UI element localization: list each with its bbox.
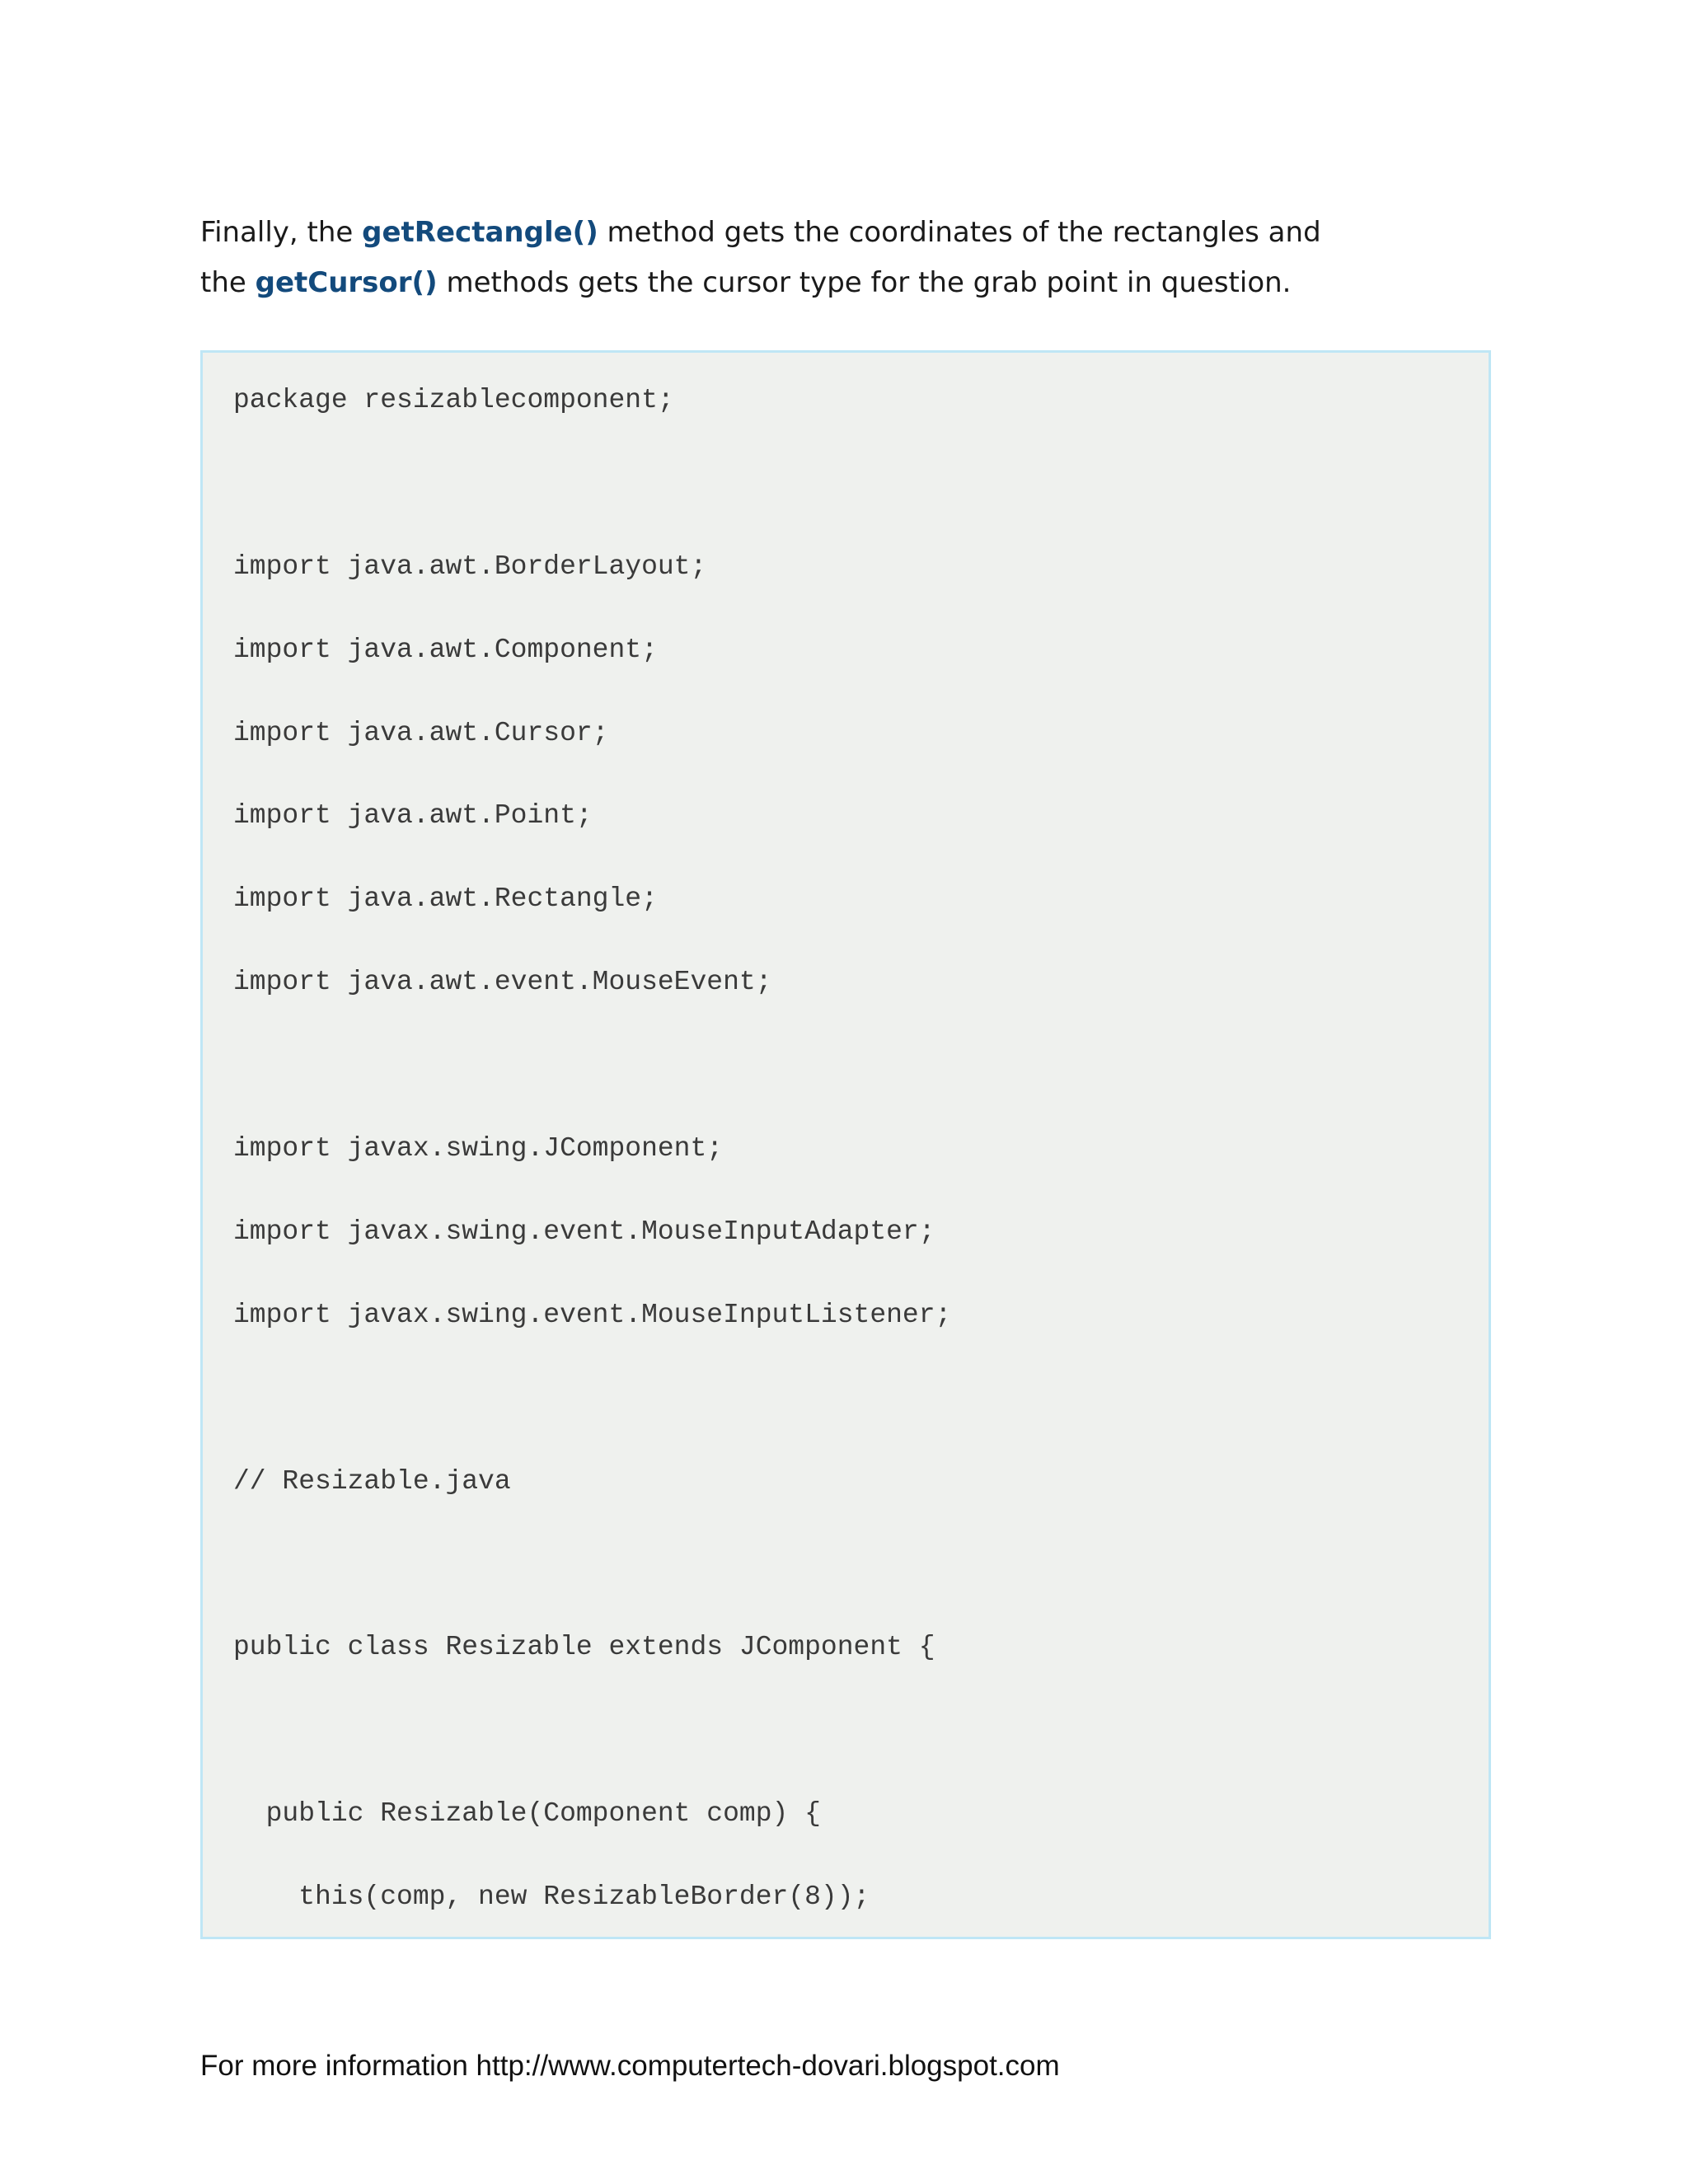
method-name-getcursor: getCursor() — [255, 266, 438, 299]
code-line: import javax.swing.JComponent; — [233, 1133, 724, 1165]
code-line — [233, 467, 1472, 551]
code-line: import javax.swing.event.MouseInputAdapter; — [233, 1216, 935, 1247]
code-line: public class Resizable extends JComponent { — [233, 1632, 935, 1663]
code-line — [233, 1049, 1472, 1132]
intro-line-2 — [200, 258, 1519, 308]
code-line: import java.awt.Component; — [233, 634, 658, 665]
code-line: import java.awt.event.MouseEvent; — [233, 967, 772, 998]
code-lines — [233, 384, 1472, 1939]
intro-line-1 — [200, 208, 1519, 258]
code-line: this(comp, new ResizableBorder(8)); — [233, 1882, 870, 1913]
intro-line-2-after: methods gets the cursor type for the grab point in question. — [437, 266, 1292, 299]
code-line: import java.awt.Rectangle; — [233, 883, 658, 915]
method-name-getrectangle: getRectangle() — [362, 216, 598, 249]
intro-line-1-before: Finally, the — [200, 216, 363, 249]
code-line: import javax.swing.event.MouseInputListener; — [233, 1299, 952, 1330]
code-line: // Resizable.java — [233, 1465, 511, 1497]
code-line: import java.awt.Cursor; — [233, 717, 609, 748]
footer-info: For more information http://www.computertech-dovari.blogspot.com — [200, 2050, 1060, 2082]
code-line — [233, 1548, 1472, 1631]
code-line — [233, 1382, 1472, 1465]
code-line — [233, 1714, 1472, 1797]
code-line: import java.awt.Point; — [233, 800, 593, 832]
code-line: import java.awt.BorderLayout; — [233, 551, 707, 582]
code-line: package resizablecomponent; — [233, 385, 674, 415]
intro-line-2-before: the — [200, 266, 256, 299]
intro-line-1-after: method gets the coordinates of the rectangles and — [598, 216, 1321, 249]
code-block — [200, 350, 1491, 1939]
code-line: public Resizable(Component comp) { — [233, 1798, 821, 1830]
intro-paragraph — [200, 208, 1519, 308]
